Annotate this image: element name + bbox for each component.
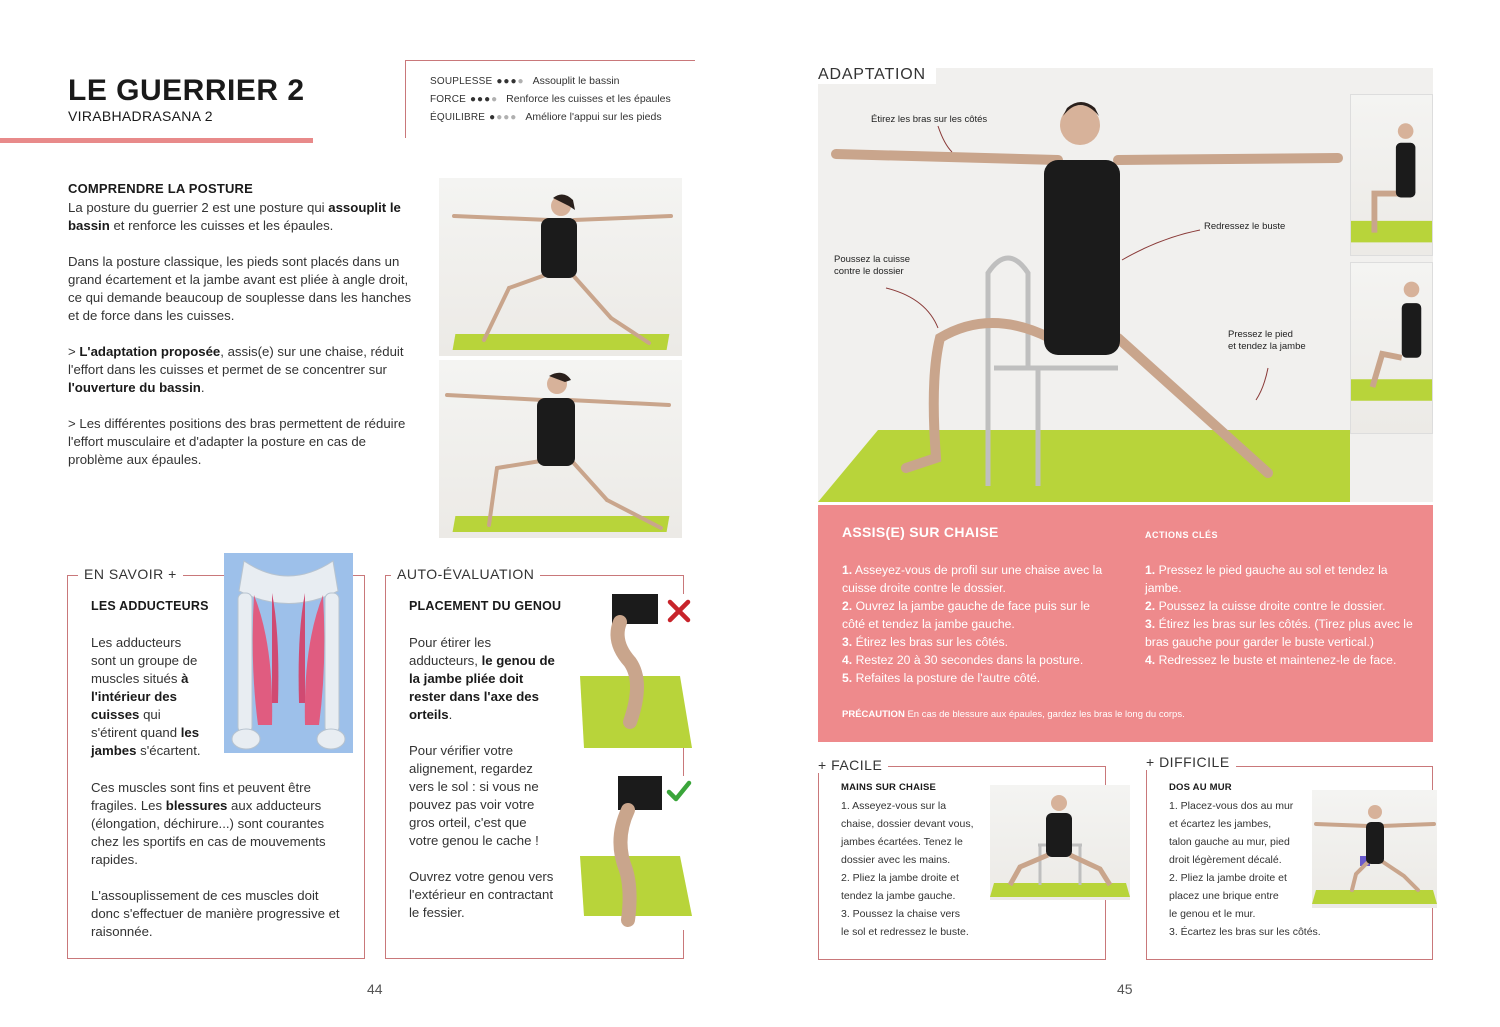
yoga-figure [439,178,682,356]
list-line: 1. Placez-vous dos au mur [1169,800,1294,812]
comprendre-heading: COMPRENDRE LA POSTURE [68,181,254,196]
list-line: 3. Écartez les bras sur les côtés. [1169,926,1321,938]
list-item: 3. Étirez les bras sur les côtés. [842,635,1008,649]
list-line: le genou et le mur. [1169,908,1256,920]
assis-sur-chaise-panel [818,505,1433,742]
list-item: 4. Redressez le buste et maintenez-le de face. [1145,653,1397,667]
caution-note: PRÉCAUTION En cas de blessure aux épaules, gardez les bras le long du corps. [842,709,1185,720]
list-line: 2. Pliez la jambe droite et [841,872,959,884]
list-line: 3. Poussez la chaise vers [841,908,961,920]
page-number-left: 44 [367,981,383,997]
facile-heading: MAINS SUR CHAISE [841,782,937,793]
rating-dots: ●●●● [489,111,518,123]
facile-photo [990,785,1130,900]
rating-force [430,93,671,105]
adductor-anatomy-illustration [224,553,353,753]
paragraph: Ces muscles sont fins et peuvent être fragiles. Les blessures aux adducteurs (élongation, déchirure...) sont courantes chez les sportifs en cas de mouvements rapides. [91,780,326,867]
difficile-tag: + DIFFICILE [1140,754,1236,770]
list-line: talon gauche au mur, pied [1169,836,1290,848]
difficile-photo [1312,790,1437,908]
title-underline [0,138,313,143]
rating-equilibre [430,111,662,123]
rating-text: Améliore l'appui sur les pieds [525,111,662,123]
list-item: 2. Poussez la cuisse droite contre le dossier. [1145,599,1386,613]
list-line: 2. Pliez la jambe droite et [1169,872,1287,884]
auto-evaluation-text [409,634,557,922]
paragraph: > L'adaptation proposée, assis(e) sur une chaise, réduit l'effort dans les cuisses et permet de se concentrer sur l'ouverture du bassin. [68,344,404,395]
list-line: jambes écartées. Tenez le [841,836,963,848]
callout-foot: Pressez le pied et tendez la jambe [1228,329,1306,352]
list-item: 1. Asseyez-vous de profil sur une chaise avec la cuisse droite contre le dossier. [842,563,1103,595]
panel-heading: ASSIS(E) SUR CHAISE [842,524,999,540]
warrior-photo-1 [439,178,682,356]
rating-dots: ●●●● [470,93,499,105]
rating-text: Assouplit le bassin [532,75,620,87]
list-line: le sol et redressez le buste. [841,926,969,938]
ratings-panel [405,60,695,138]
chair-hands-figure [990,785,1130,900]
list-item: 1. Pressez le pied gauche au sol et tendez la jambe. [1145,563,1388,595]
page-number-right: 45 [1117,981,1133,997]
list-item: 4. Restez 20 à 30 secondes dans la posture. [842,653,1084,667]
warrior-photo-2 [439,360,682,538]
paragraph: Pour vérifier votre alignement, regardez vers le sol : si vous ne pouvez pas voir votre gros orteil, c'est que votre genou le cache ! [409,743,539,848]
en-savoir-heading: LES ADDUCTEURS [91,599,209,613]
paragraph: La posture du guerrier 2 est une posture qui assouplit le bassin et renforce les cuisses et les épaules. [68,200,401,233]
list-item: 5. Refaites la posture de l'autre côté. [842,671,1041,685]
facile-tag: + FACILE [812,757,888,773]
callout-thigh: Poussez la cuisse contre le dossier [834,254,911,277]
rating-label: ÉQUILIBRE [430,111,486,123]
list-item: 2. Ouvrez la jambe gauche de face puis sur le côté et tendez la jambe gauche. [842,599,1090,631]
difficile-heading: DOS AU MUR [1169,782,1232,793]
page-subtitle: VIRABHADRASANA 2 [68,108,213,124]
adaptation-label: ADAPTATION [818,66,936,84]
actions-list [1145,561,1415,669]
check-icon [665,777,693,805]
actions-cles-heading: ACTIONS CLÉS [1145,530,1219,540]
facile-list [841,797,974,941]
list-line: chaise, dossier devant vous, [841,818,974,830]
list-line: 1. Asseyez-vous sur la [841,800,947,812]
paragraph: > Les différentes positions des bras permettent de réduire l'effort musculaire et d'adapter la posture en cas de problème aux épaules. [68,416,406,467]
rating-dots: ●●●● [496,75,525,87]
list-line: placez une brique entre [1169,890,1279,902]
rating-text: Renforce les cuisses et les épaules [506,93,671,105]
en-savoir-text-1: Les adducteurs sont un groupe de muscles situés à l'intérieur des cuisses qui s'étirent quand les jambes s'écartent. [91,635,201,758]
auto-evaluation-tag: AUTO-ÉVALUATION [391,566,540,582]
comprendre-text [68,199,423,469]
list-line: dossier avec les mains. [841,854,951,866]
paragraph: Pour étirer les adducteurs, le genou de la jambe pliée doit rester dans l'axe des orteils. [409,635,555,722]
list-line: tendez la jambe gauche. [841,890,956,902]
paragraph: L'assouplissement de ces muscles doit donc s'effectuer de manière progressive et raisonnée. [91,888,340,939]
rating-label: SOUPLESSE [430,75,493,87]
page-title: LE GUERRIER 2 [68,74,305,107]
en-savoir-tag: EN SAVOIR + [78,566,183,582]
difficile-list [1169,797,1321,941]
cross-icon [665,597,693,625]
paragraph: Dans la posture classique, les pieds sont placés dans un grand écartement et la jambe avant est pliée à angle droit, ce qui demande beaucoup de souplesse dans les hanches et de force dans les cuisses. [68,254,412,323]
en-savoir-text-2 [91,779,341,941]
auto-evaluation-heading: PLACEMENT DU GENOU [409,599,562,613]
paragraph: Ouvrez votre genou vers l'extérieur en contractant le fessier. [409,869,554,920]
callout-arrows [818,68,1433,502]
callout-arms: Étirez les bras sur les côtés [871,114,988,125]
steps-list [842,561,1110,687]
list-line: droit légèrement décalé. [1169,854,1282,866]
rating-label: FORCE [430,93,466,105]
yoga-figure [439,360,682,538]
rating-souplesse [430,75,620,87]
list-item: 3. Étirez les bras sur les côtés. (Tirez plus avec le bras gauche pour garder le buste vertical.) [1145,617,1413,649]
list-line: et écartez les jambes, [1169,818,1272,830]
callout-torso: Redressez le buste [1204,221,1286,232]
wall-warrior-figure [1312,790,1437,908]
